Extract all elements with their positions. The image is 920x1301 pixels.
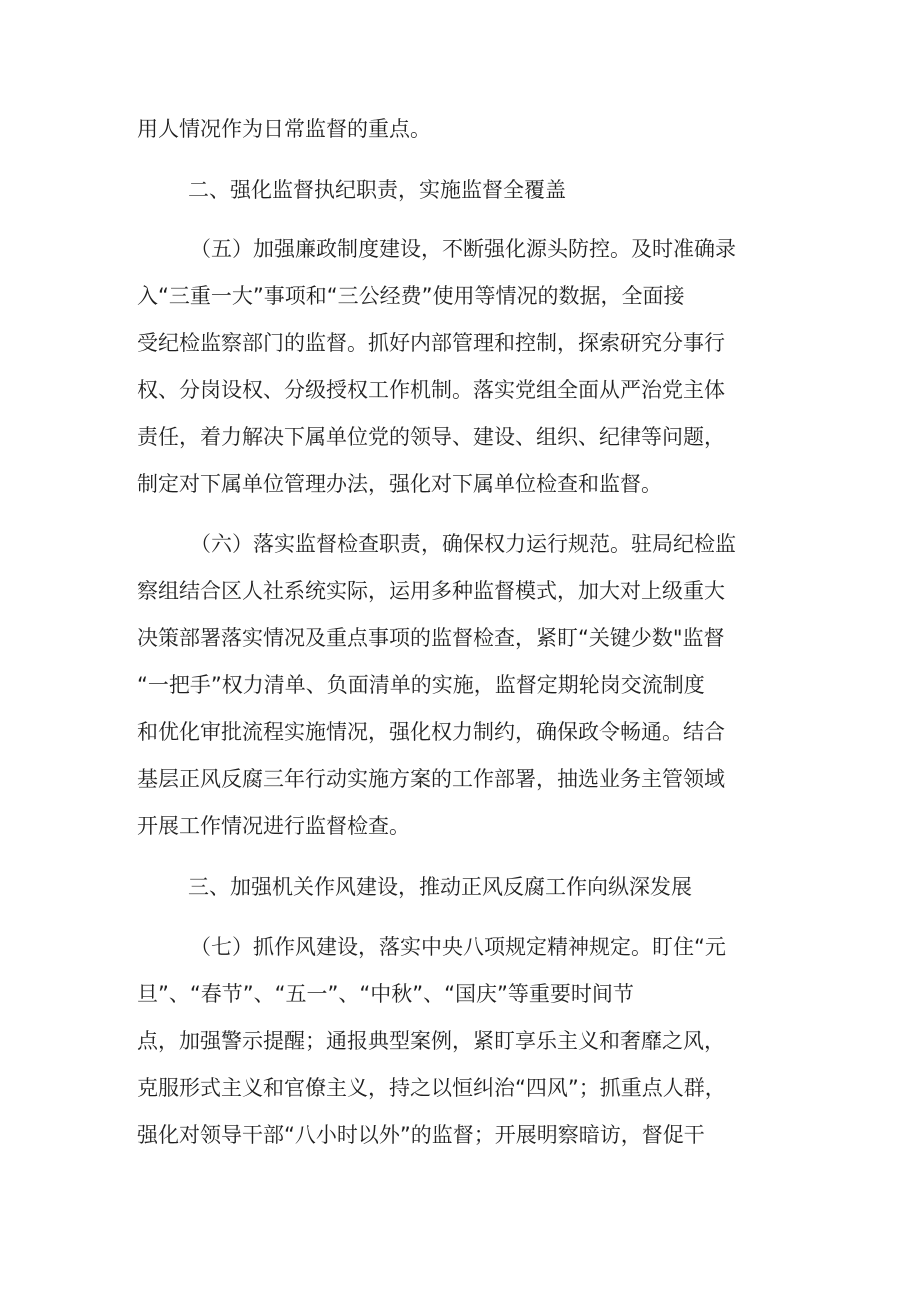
paragraph-line: 决策部署落实情况及重点事项的监督检查，紧盯“关键少数"监督 (137, 626, 725, 650)
paragraph-line: 克服形式主义和官僚主义，持之以恒纠治“四风”；抓重点人群， (137, 1076, 726, 1100)
paragraph-line: 察组结合区人社系统实际，运用多种监督模式，加大对上级重大 (137, 579, 725, 603)
section-heading: 三、加强机关作风建设，推动正风反腐工作向纵深发展 (188, 875, 692, 899)
text-line: 用人情况作为日常监督的重点。 (137, 117, 431, 141)
paragraph-line: 旦”、“春节”、“五一”、“中秋”、“国庆”等重要时间节 (137, 982, 634, 1006)
paragraph-line: 和优化审批流程实施情况，强化权力制约，确保政令畅通。结合 (137, 720, 725, 744)
paragraph-line: （五）加强廉政制度建设，不断强化源头防控。及时准确录 (190, 237, 736, 261)
paragraph-line: 受纪检监察部门的监督。抓好内部管理和控制，探索研究分事行 (137, 331, 725, 355)
section-heading: 二、强化监督执纪职责，实施监督全覆盖 (188, 178, 566, 202)
paragraph-line: 责任，着力解决下属单位党的领导、建设、组织、纪律等问题， (137, 425, 725, 449)
paragraph-line: 基层正风反腐三年行动实施方案的工作部署，抽选业务主管领域 (137, 767, 725, 791)
paragraph-line: （七）抓作风建设，落实中央八项规定精神规定。盯住“元 (190, 935, 726, 959)
paragraph-line: 开展工作情况进行监督检查。 (137, 814, 410, 838)
paragraph-line: （六）落实监督检查职责，确保权力运行规范。驻局纪检监 (190, 532, 736, 556)
paragraph-line: “一把手”权力清单、负面清单的实施，监督定期轮岗交流制度 (137, 673, 705, 697)
paragraph-line: 强化对领导干部“八小时以外”的监督；开展明察暗访，督促干 (137, 1123, 705, 1147)
paragraph-line: 点，加强警示提醒；通报典型案例，紧盯享乐主义和奢靡之风， (137, 1029, 725, 1053)
paragraph-line: 权、分岗设权、分级授权工作机制。落实党组全面从严治党主体 (137, 378, 725, 402)
paragraph-line: 制定对下属单位管理办法，强化对下属单位检查和监督。 (137, 472, 662, 496)
paragraph-line: 入“三重一大”事项和“三公经费”使用等情况的数据，全面接 (137, 284, 685, 308)
